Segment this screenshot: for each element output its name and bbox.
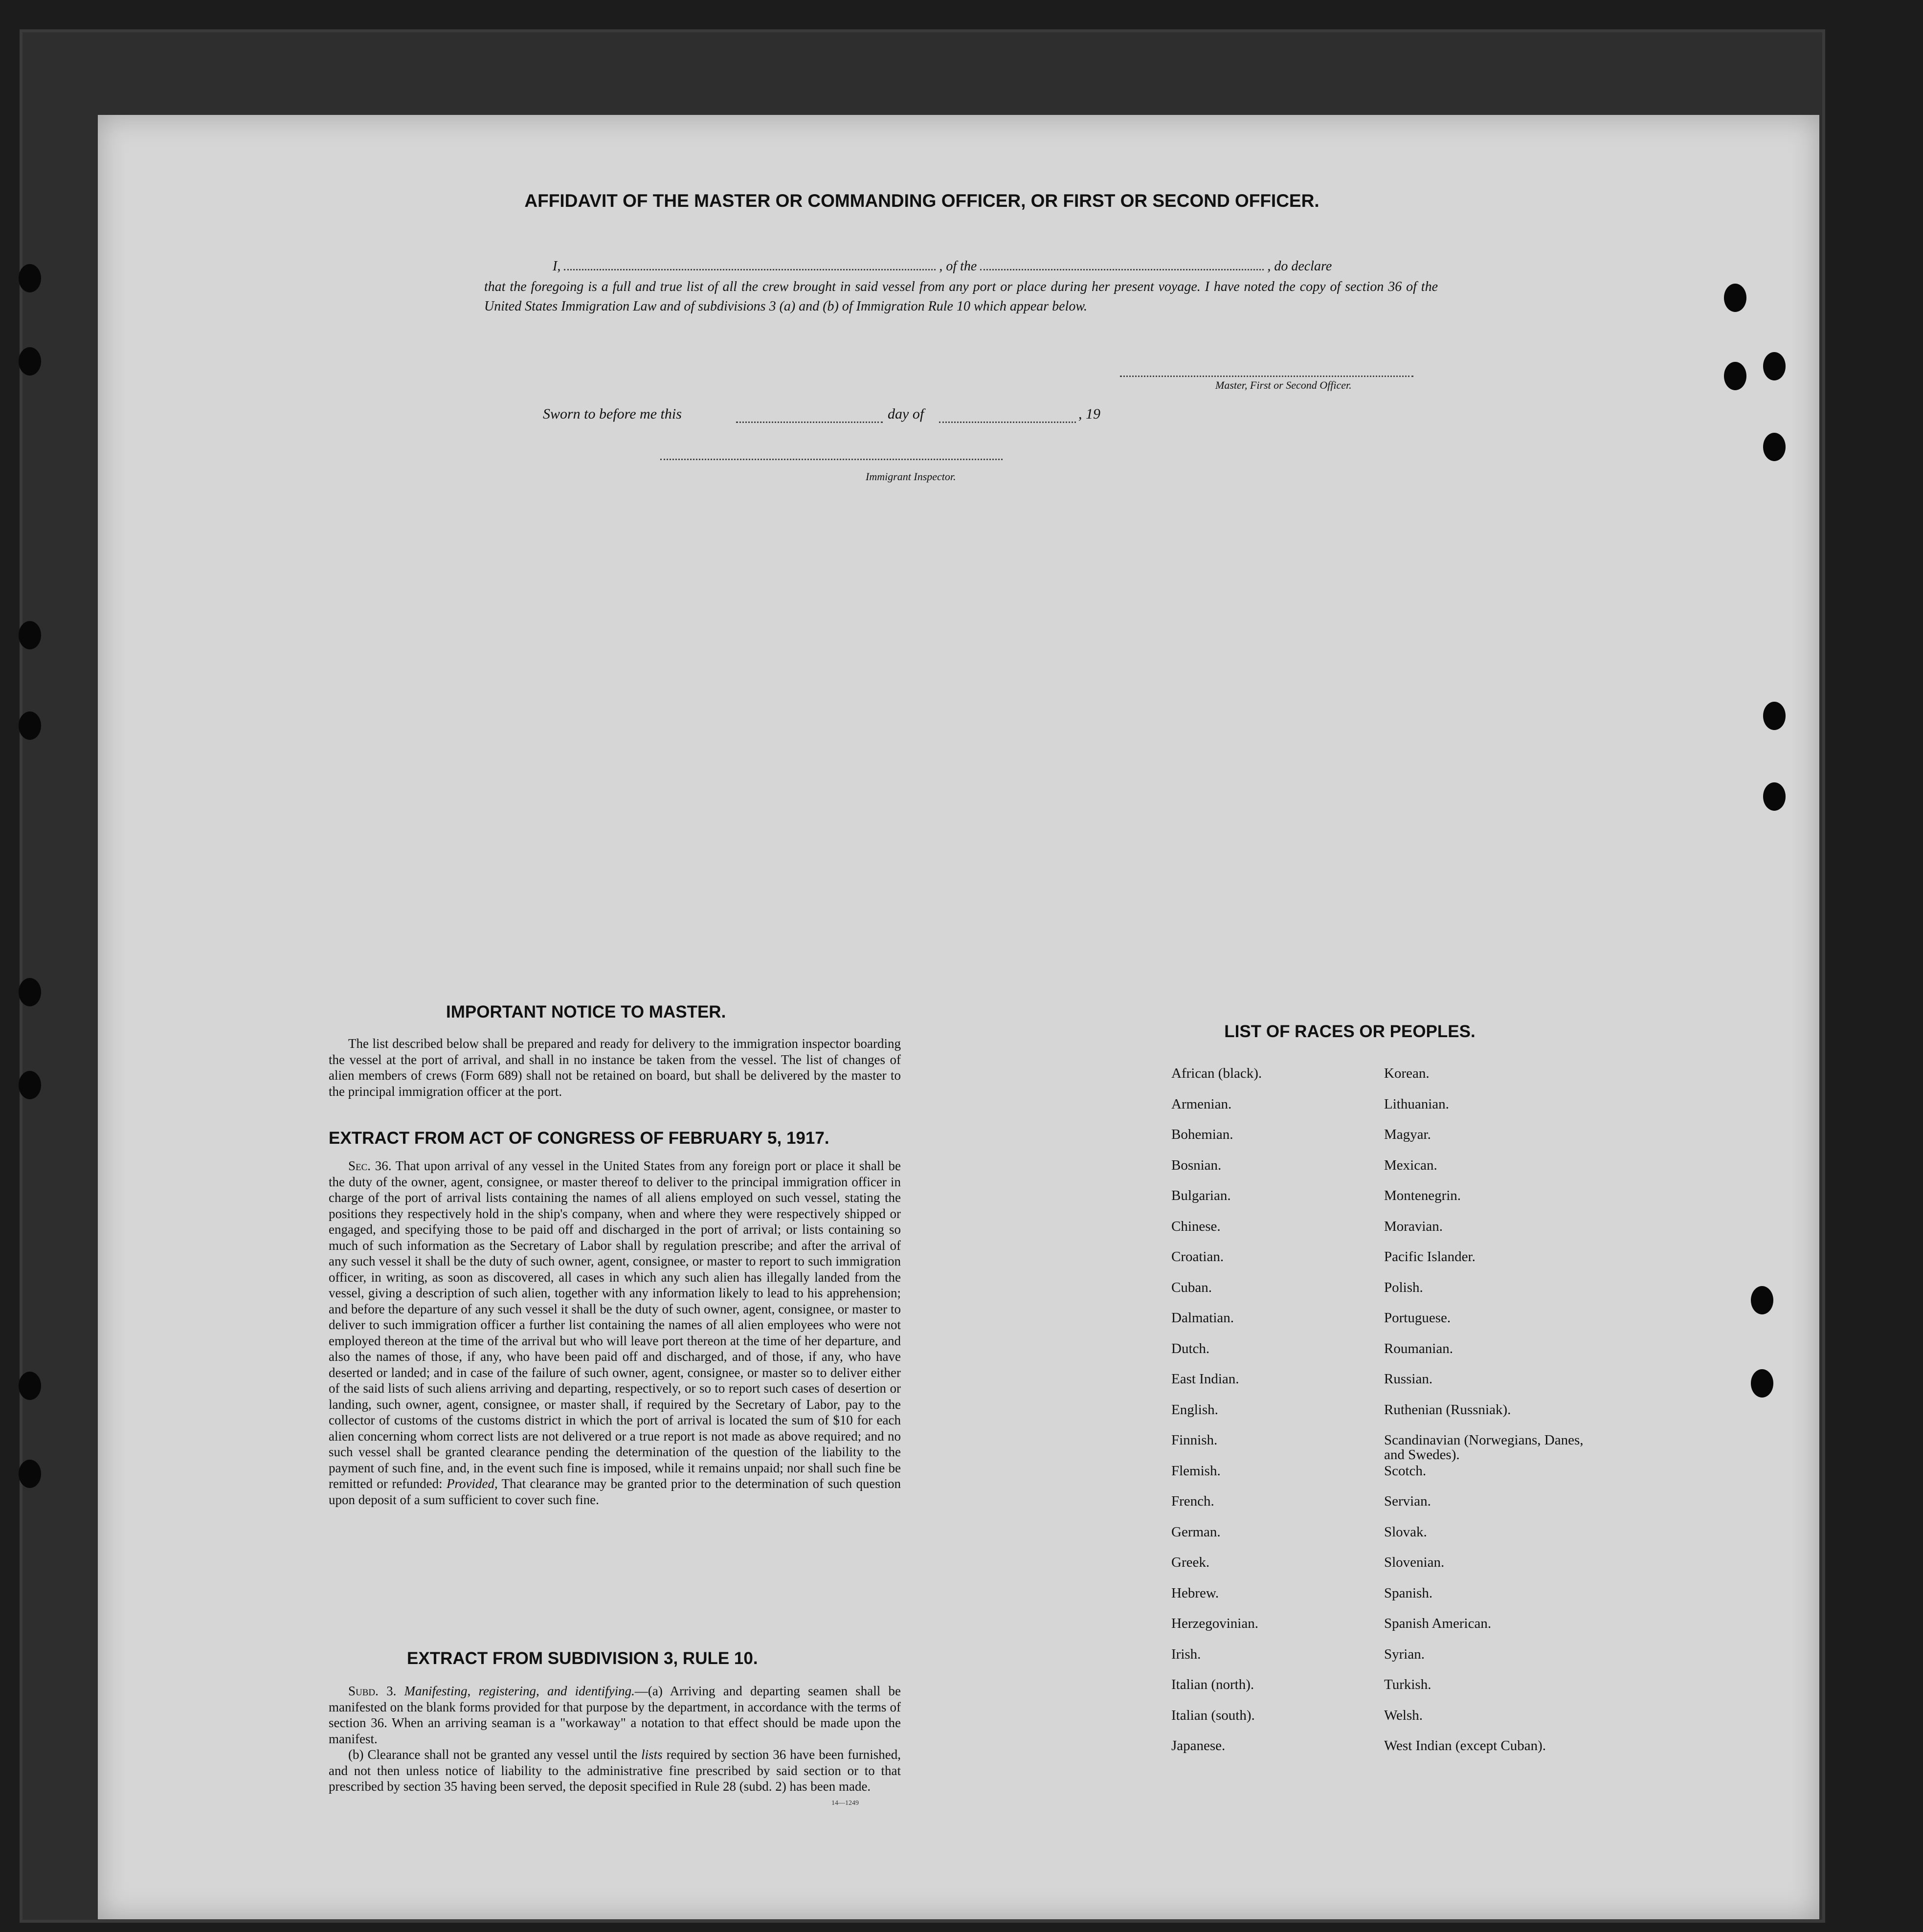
races-left-column	[1171, 1066, 1262, 1769]
race-item: Finnish.	[1171, 1432, 1218, 1448]
race-item: Turkish.	[1384, 1677, 1431, 1692]
race-item: English.	[1171, 1401, 1218, 1418]
race-item: Bosnian.	[1171, 1157, 1222, 1173]
race-item: African (black).	[1171, 1066, 1262, 1081]
race-item: Mexican.	[1384, 1157, 1437, 1173]
binder-hole	[19, 347, 41, 376]
day-of-label: day of	[888, 406, 924, 422]
race-item: Magyar.	[1384, 1127, 1431, 1142]
binder-hole	[19, 264, 41, 292]
race-item: Slovenian.	[1384, 1554, 1445, 1570]
races-title: LIST OF RACES OR PEOPLES.	[1224, 1022, 1476, 1041]
section-label: Sec. 36.	[348, 1158, 392, 1173]
affidavit-declaration	[386, 257, 1438, 316]
notice-title: IMPORTANT NOTICE TO MASTER.	[446, 1002, 726, 1022]
declarant-name-field[interactable]	[564, 269, 936, 270]
vessel-name-field[interactable]	[980, 269, 1264, 270]
sworn-label: Sworn to before me this	[543, 406, 682, 422]
binder-hole	[1763, 352, 1786, 380]
race-item: Spanish American.	[1384, 1616, 1492, 1631]
race-item: Croatian.	[1171, 1249, 1224, 1265]
section-36-text-end: That clearance may be granted prior to the determination of such question upon deposit of a sum sufficient to cover such fine.	[329, 1476, 901, 1507]
race-item: Montenegrin.	[1384, 1188, 1461, 1203]
race-item: Lithuanian.	[1384, 1096, 1449, 1112]
race-item: Bohemian.	[1171, 1127, 1233, 1142]
binder-hole	[1751, 1286, 1773, 1314]
races-right-column	[1384, 1066, 1594, 1769]
affidavit-title: AFFIDAVIT OF THE MASTER OR COMMANDING OFFICER, OR FIRST OR SECOND OFFICER.	[524, 191, 1319, 211]
race-item: Flemish.	[1171, 1463, 1221, 1479]
affidavit-body: that the foregoing is a full and true list of all the crew brought in said vessel from any port or place during her present voyage. I have noted the copy of section 36 of the United States Immigration Law and of subdivisions 3 (a) and (b) of Immigration Rule 10 which appear below.	[484, 279, 1438, 314]
binder-hole	[1763, 782, 1786, 811]
binder-hole	[19, 1071, 41, 1099]
race-item: German.	[1171, 1524, 1221, 1540]
binder-hole	[19, 1460, 41, 1488]
binder-hole	[1751, 1369, 1773, 1398]
rule-text-b: required by section 36 have been furnished, and not then unless notice of liability to the administrative fine prescribed by said section or to that prescribed by section 35 having been served, the deposit specified in Rule 28 (subd. 2) has been made.	[329, 1747, 901, 1794]
notice-text	[329, 1036, 901, 1099]
master-signature-label: Master, First or Second Officer.	[1215, 379, 1352, 391]
race-item: Pacific Islander.	[1384, 1249, 1476, 1265]
extract-rule-title: EXTRACT FROM SUBDIVISION 3, RULE 10.	[407, 1649, 758, 1668]
binder-hole	[1724, 362, 1746, 390]
race-item: French.	[1171, 1493, 1214, 1509]
notice-paragraph: The list described below shall be prepared and ready for delivery to the immigration inspector boarding the vessel at the port of arrival, and shall in no instance be taken from the vessel. The list of changes of alien members of crews (Form 689) shall not be retained on board, but shall be delivered by the master to the principal immigration officer at the port.	[329, 1036, 901, 1099]
rule-heading: Manifesting, registering, and identifying.	[404, 1684, 635, 1698]
race-item: Servian.	[1384, 1493, 1431, 1509]
race-item: Dutch.	[1171, 1340, 1210, 1356]
rule-text-b-prefix: (b) Clearance shall not be granted any vessel until the	[348, 1747, 638, 1762]
extract-act-text	[329, 1158, 901, 1508]
year-label: , 19	[1078, 406, 1100, 422]
race-item: East Indian.	[1171, 1371, 1239, 1387]
race-item: Armenian.	[1171, 1096, 1232, 1112]
race-item: Roumanian.	[1384, 1340, 1453, 1356]
race-item: Italian (south).	[1171, 1707, 1255, 1723]
race-item: Spanish.	[1384, 1585, 1433, 1601]
binder-hole	[19, 711, 41, 740]
provided-label: Provided,	[447, 1476, 498, 1491]
binder-hole	[1763, 433, 1786, 461]
section-36-text: That upon arrival of any vessel in the United States from any foreign port or place it shall be the duty of the owner, agent, consignee, or master thereof to deliver to the principal immigration officer in charge of the port of arrival lists containing the names of all aliens employed on such vessel, stating the positions they respectively hold in the ship's company, when and where they were respectively shipped or engaged, and specifying those to be paid off and discharged in the port of arrival; or lists containing so much of such information as the Secretary of Labor shall by regulation prescribe; and after the arrival of any such vessel it shall be the duty of such owner, agent, consignee, or master to report to such immigration officer, in writing, as soon as discovered, all cases in which any such alien has illegally landed from the vessel, giving a description of such alien, together with any information likely to lead to his apprehension; and before the departure of any such vessel it shall be the duty of such owner, agent, consignee, or master to deliver to such immigration officer a further list containing the names of all alien employees who were not employed thereon at the time of the arrival but who will leave port thereon at the time of her departure, and also the names of those, if any, who have been paid off and discharged, and of those, if any, who have deserted or landed; and in case of the failure of such owner, agent, consignee, or master so to deliver either of the said lists of such aliens arriving and departing, respectively, or so to report such cases of desertion or landing, such owner, agent, consignee, or master shall, if required by the Secretary of Labor, pay to the collector of customs of the customs district in which the port of arrival is located the sum of $10 for each alien concerning whom correct lists are not delivered or a true report is not made as above required; and no such vessel shall be granted clearance pending the determination of the question of the liability to the payment of such fine, and, in the event such fine is imposed, while it remains unpaid; nor shall such fine be remitted or refunded:	[329, 1158, 901, 1491]
declare-label: , do declare	[1267, 259, 1332, 274]
binder-hole	[1763, 702, 1786, 730]
inspector-signature-line[interactable]	[660, 459, 1003, 460]
race-item: Scandinavian (Norwegians, Danes, and Swedes).	[1384, 1432, 1584, 1463]
subdivision-label: Subd. 3.	[348, 1684, 397, 1698]
race-item: Italian (north).	[1171, 1677, 1254, 1692]
race-item: Herzegovinian.	[1171, 1616, 1258, 1631]
sworn-month-field[interactable]	[939, 422, 1076, 423]
extract-act-title: EXTRACT FROM ACT OF CONGRESS OF FEBRUARY 5, 1917.	[329, 1129, 829, 1148]
sworn-day-field[interactable]	[736, 422, 883, 423]
race-item: Syrian.	[1384, 1646, 1425, 1662]
race-item: Ruthenian (Russniak).	[1384, 1401, 1511, 1418]
binder-hole	[19, 621, 41, 649]
binder-hole	[19, 978, 41, 1006]
race-item: Bulgarian.	[1171, 1188, 1231, 1203]
race-item: West Indian (except Cuban).	[1384, 1738, 1546, 1754]
race-item: Slovak.	[1384, 1524, 1427, 1540]
binder-hole	[19, 1372, 41, 1400]
race-item: Russian.	[1384, 1371, 1433, 1387]
of-the-label: , of the	[939, 259, 977, 274]
rule-text-a: —(a) Arriving and departing seamen shall be manifested on the blank forms provided for that purpose by the department, in accordance with the terms of section 36. When an arriving seaman is a "workaway" a notation to that effect should be made upon the manifest.	[329, 1684, 901, 1746]
race-item: Hebrew.	[1171, 1585, 1219, 1601]
race-item: Portuguese.	[1384, 1310, 1451, 1326]
race-item: Greek.	[1171, 1554, 1210, 1570]
declarant-label: I,	[553, 259, 561, 274]
race-item: Welsh.	[1384, 1707, 1423, 1723]
race-item: Dalmatian.	[1171, 1310, 1234, 1326]
race-item: Cuban.	[1171, 1279, 1212, 1295]
race-item: Korean.	[1384, 1066, 1430, 1081]
extract-rule-text	[329, 1683, 901, 1795]
race-item: Scotch.	[1384, 1463, 1427, 1479]
form-number: 14—1249	[831, 1799, 859, 1807]
race-item: Chinese.	[1171, 1218, 1221, 1234]
binder-hole	[1724, 284, 1746, 312]
race-item: Polish.	[1384, 1279, 1423, 1295]
race-item: Moravian.	[1384, 1218, 1443, 1234]
inspector-signature-label: Immigrant Inspector.	[866, 470, 956, 483]
lists-word: lists	[641, 1747, 663, 1762]
race-item: Japanese.	[1171, 1738, 1226, 1754]
master-signature-line[interactable]	[1120, 376, 1413, 377]
race-item: Irish.	[1171, 1646, 1201, 1662]
